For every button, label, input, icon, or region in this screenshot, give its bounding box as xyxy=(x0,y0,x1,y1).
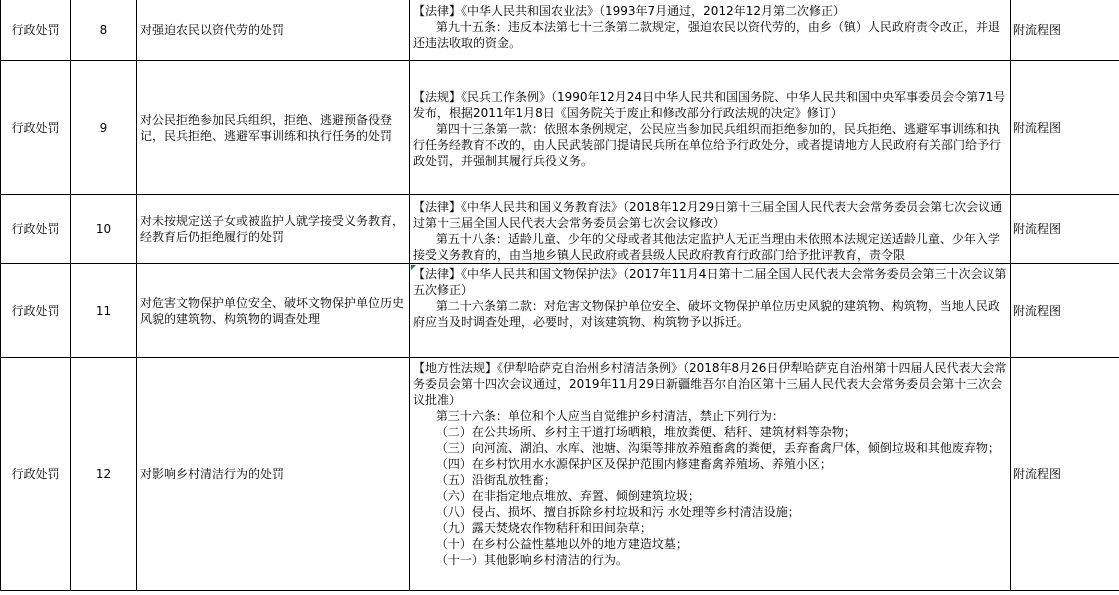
table-row xyxy=(1,61,1119,195)
legal-basis-cell xyxy=(410,358,1011,591)
flowchart-cell: 附流程图 xyxy=(1011,0,1119,61)
flowchart-cell: 附流程图 xyxy=(1011,264,1119,358)
legal-basis-cell xyxy=(410,0,1011,61)
penalty-type-cell: 行政处罚 xyxy=(1,61,71,195)
item-name-cell: 对强迫农民以资代劳的处罚 xyxy=(137,0,410,61)
flowchart-cell: 附流程图 xyxy=(1011,195,1119,264)
cell-comment-marker xyxy=(411,265,416,270)
item-number-cell: 11 xyxy=(71,264,137,358)
item-name-cell: 对未按规定送子女或被监护人就学接受义务教育，经教育后仍拒绝履行的处罚 xyxy=(137,195,410,264)
legal-basis-cell xyxy=(410,195,1011,264)
legal-basis-cell xyxy=(410,264,1011,358)
penalty-type-cell: 行政处罚 xyxy=(1,0,71,61)
flowchart-cell: 附流程图 xyxy=(1011,358,1119,591)
legal-basis-cell xyxy=(410,61,1011,195)
legal-basis-text: 【法律】《中华人民共和国文物保护法》（2017年11月4日第十二届全国人民代表大会常务委员会第三十次会议第五次修正） 第二十六条第二款：对危害文物保护单位安全、破坏文物保护单位历史风貌的建筑物、构筑物，当地人民政府应当及时调查处理，必要时，对该建筑物、构筑物予以拆迁。 xyxy=(413,267,1007,329)
legal-basis-text: 【法律】《中华人民共和国农业法》（1993年7月通过，2012年12月第二次修正） 第九十五条：违反本法第七十三条第二款规定，强迫农民以资代劳的，由乡（镇）人民政府责令改正，并退还违法收取的资金。 xyxy=(413,4,1000,50)
legal-basis-text: 【法规】《民兵工作条例》（1990年12月24日中华人民共和国国务院、中华人民共和国中央军事委员会令第71号发布，根据2011年1月8日《国务院关于废止和修改部分行政法规的决定》修订） 第四十三条第一款：依照本条例规定，公民应当参加民兵组织而拒绝参加的，民兵拒绝、逃避军事训练和执行任务经教育不改的，由人民武装部门提请民兵所在单位给予行政处分，或者提请地方人民政府有关部门给予行政处罚，并强制其履行兵役义务。 xyxy=(413,90,1006,168)
flowchart-cell: 附流程图 xyxy=(1011,61,1119,195)
item-number-cell: 9 xyxy=(71,61,137,195)
table-row xyxy=(1,264,1119,358)
item-name-cell: 对危害文物保护单位安全、破坏文物保护单位历史风貌的建筑物、构筑物的调查处理 xyxy=(137,264,410,358)
penalty-type-cell: 行政处罚 xyxy=(1,264,71,358)
table-row xyxy=(1,0,1119,61)
table-row xyxy=(1,358,1119,591)
item-name-cell: 对公民拒绝参加民兵组织，拒绝、逃避预备役登记，民兵拒绝、逃避军事训练和执行任务的处罚 xyxy=(137,61,410,195)
penalty-type-cell: 行政处罚 xyxy=(1,195,71,264)
item-number-cell: 12 xyxy=(71,358,137,591)
legal-basis-text: 【地方性法规】《伊犁哈萨克自治州乡村清洁条例》（2018年8月26日伊犁哈萨克自治州第十四届人民代表大会常务委员会第十四次会议通过，2019年11月29日新疆维吾尔自治区第十三届人民代表大会常务委员会第十三次会议批准） 第三十六条：单位和个人应当自觉维护乡村清洁，禁止下列行为： （二）在公共场所、乡村主干道打场晒粮，堆放粪便、秸秆、建筑材料等杂物； （三）向河流、湖泊、水库、池塘、沟渠等排放养殖畜禽的粪便，丢弃畜禽尸体，倾倒垃圾和其他废弃物； （四）在乡村饮用水水源保护区及保护范围内修建畜禽养殖场、养殖小区； （五）沿街乱放牲畜； （六）在非指定地点堆放、弃置、倾倒建筑垃圾； （八）侵占、损坏、擅自拆除乡村垃圾和污 水处理等乡村清洁设施； （九）露天焚烧农作物秸秆和田间杂草； （十）在乡村公益性墓地以外的地方建造坟墓； （十一）其他影响乡村清洁的行为。 xyxy=(413,361,1007,567)
item-number-cell: 10 xyxy=(71,195,137,264)
penalty-type-cell: 行政处罚 xyxy=(1,358,71,591)
item-name-cell: 对影响乡村清洁行为的处罚 xyxy=(137,358,410,591)
legal-basis-text: 【法律】《中华人民共和国义务教育法》（2018年12月29日第十三届全国人民代表大会常务委员会第七次会议通过第十三届全国人民代表大会常务委员会第七次会议修改） 第五十八条：适龄儿童、少年的父母或者其他法定监护人无正当理由未依照本法规定送适龄儿童、少年入学接受义务教育的，由当地乡镇人民政府或者县级人民政府教育行政部门给予批评教育，责令限 xyxy=(413,200,1003,262)
item-number-cell: 8 xyxy=(71,0,137,61)
table-row xyxy=(1,195,1119,264)
